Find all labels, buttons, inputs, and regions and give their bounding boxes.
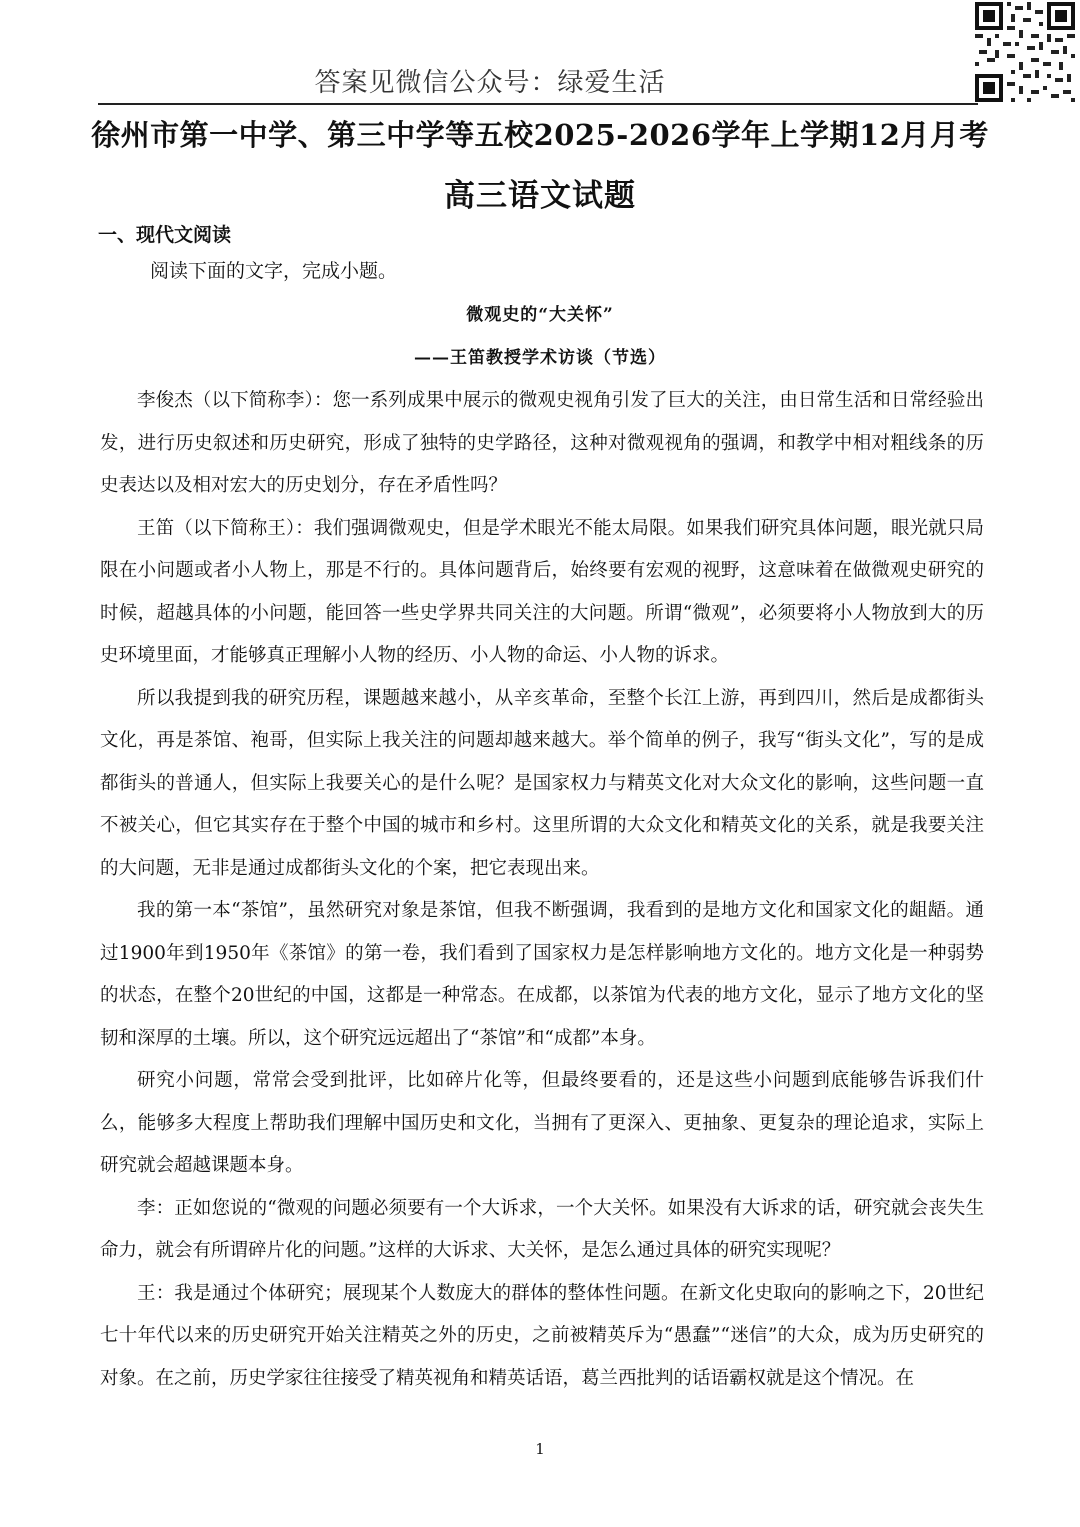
paragraph: 王笛（以下简称王）：我们强调微观史，但是学术眼光不能太局限。如果我们研究具体问题，眼光就只局限在小问题或者小人物上，那是不行的。具体问题背后，始终要有宏观的视野，这意味着在做微观史研究的时候，超越具体的小问题，能回答一些史学界共同关注的大问题。所谓“微观”，必须要将小人物放到大的历史环境里面，才能够真正理解小人物的经历、小人物的命运、小人物的诉求。 [100, 517, 984, 666]
article-body [100, 380, 984, 1400]
header-banner: 答案见微信公众号：绿爱生活 [314, 68, 666, 98]
paragraph: 研究小问题，常常会受到批评，比如碎片化等，但最终要看的，还是这些小问题到底能够告诉我们什么，能够多大程度上帮助我们理解中国历史和文化，当拥有了更深入、更抽象、更复杂的理论追求，实际上研究就会超越课题本身。 [100, 1070, 984, 1176]
qr-finder-bottom-left [975, 74, 1003, 102]
paragraph: 李俊杰（以下简称李）：您一系列成果中展示的微观史视角引发了巨大的关注，由日常生活和日常经验出发，进行历史叙述和历史研究，形成了独特的史学路径，这种对微观视角的强调，和教学中相对粗线条的历史表达以及相对宏大的历史划分，存在矛盾性吗？ [100, 390, 984, 496]
exam-subtitle: 高三语文试题 [444, 178, 636, 214]
section-heading: 一、现代文阅读 [98, 224, 232, 246]
qr-code-icon [975, 2, 1075, 102]
article-title: 微观史的“大关怀” [466, 305, 614, 325]
paragraph: 我的第一本“茶馆”，虽然研究对象是茶馆，但我不断强调，我看到的是地方文化和国家文化的龃龉。通过1900年到1950年《茶馆》的第一卷，我们看到了国家权力是怎样影响地方文化的。地方文化是一种弱势的状态，在整个20世纪的中国，这都是一种常态。在成都，以茶馆为代表的地方文化，显示了地方文化的坚韧和深厚的土壤。所以，这个研究远远超出了“茶馆”和“成都”本身。 [100, 900, 984, 1049]
paragraph: 王：我是通过个体研究；展现某个人数庞大的群体的整体性问题。在新文化史取向的影响之下，20世纪七十年代以来的历史研究开始关注精英之外的历史，之前被精英斥为“愚蠢”“迷信”的大众，成为历史研究的对象。在之前，历史学家往往接受了精英视角和精英话语，葛兰西批判的话语霸权就是这个情况。在 [100, 1282, 984, 1389]
exam-title: 徐州市第一中学、第三中学等五校2025-2026学年上学期12月月考 [91, 118, 989, 152]
page-number: 1 [535, 1440, 545, 1458]
paragraph: 李：正如您说的“微观的问题必须要有一个大诉求，一个大关怀。如果没有大诉求的话，研究就会丧失生命力，就会有所谓碎片化的问题。”这样的大诉求、大关怀，是怎么通过具体的研究实现呢？ [100, 1197, 984, 1261]
qr-finder-top-right [1047, 2, 1075, 30]
qr-finder-top-left [975, 2, 1003, 30]
header-divider [98, 103, 978, 105]
article-subtitle: ——王笛教授学术访谈（节选） [414, 348, 666, 368]
reading-instruction: 阅读下面的文字，完成小题。 [150, 260, 398, 282]
paragraph: 所以我提到我的研究历程，课题越来越小，从辛亥革命，至整个长江上游，再到四川，然后是成都街头文化，再是茶馆、袍哥，但实际上我关注的问题却越来越大。举个简单的例子，我写“街头文化”，写的是成都街头的普通人，但实际上我要关心的是什么呢？是国家权力与精英文化对大众文化的影响，这些问题一直不被关心，但它其实存在于整个中国的城市和乡村。这里所谓的大众文化和精英文化的关系，就是我要关注的大问题，无非是通过成都街头文化的个案，把它表现出来。 [100, 687, 984, 879]
